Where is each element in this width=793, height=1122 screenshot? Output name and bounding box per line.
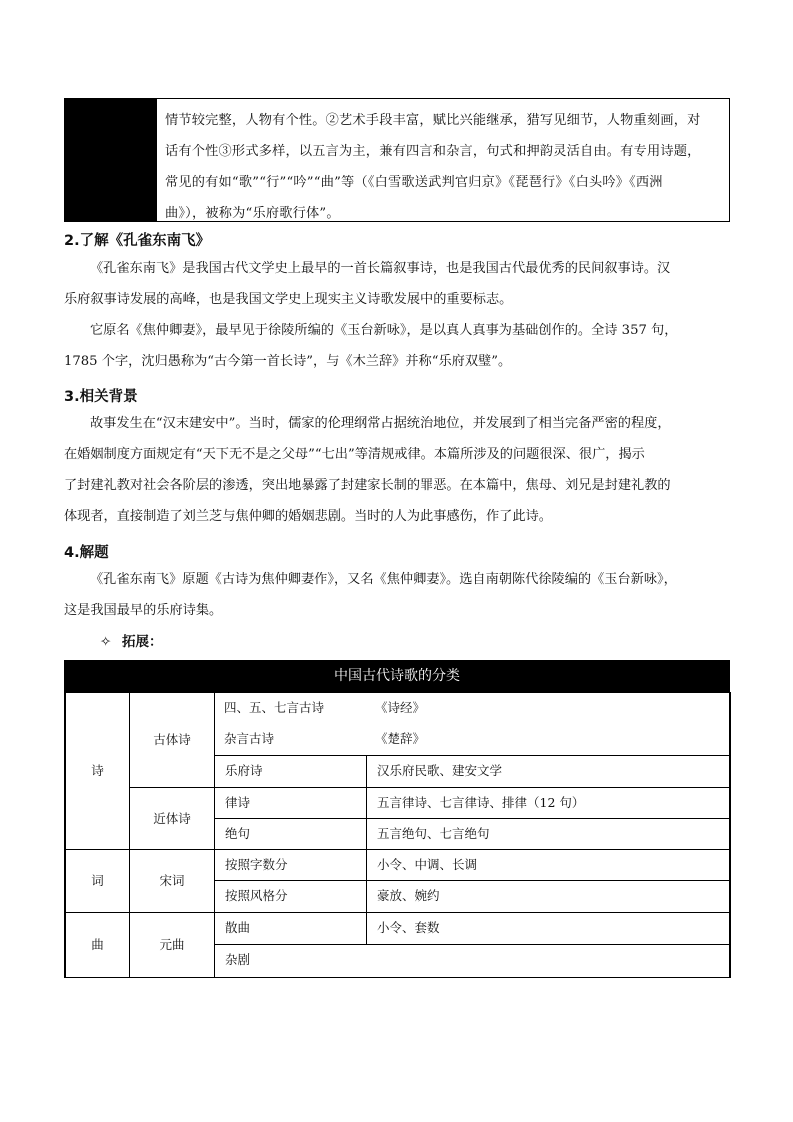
- paragraph-line: 了封建礼教对社会各阶层的渗透，突出地暴露了封建家长制的罪恶。在本篇中，焦母、刘兄是封建礼教的: [64, 478, 671, 493]
- type-jueju: 绝句: [214, 818, 367, 850]
- paragraph-line: 1785 个字，沈归愚称为“古今第一首长诗”，与《木兰辞》并称“乐府双璧”。: [64, 354, 512, 369]
- subcategory-yuanqu: 元曲: [129, 912, 215, 978]
- table-line: 情节较完整，人物有个性。②艺术手段丰富，赋比兴能继承，猎写见细节，人物重刻画，对: [165, 113, 701, 128]
- type-fengge: 按照风格分: [214, 880, 367, 913]
- category-shi: 诗: [65, 692, 130, 850]
- section-heading-3: 3.相关背景: [64, 389, 138, 405]
- type-lvshi: 律诗: [214, 787, 367, 819]
- paragraph-line: 体现者，直接制造了刘兰芝与焦仲卿的婚姻悲剧。当时的人为此事感伤，作了此诗。: [64, 509, 552, 524]
- extension-text: 拓展：: [122, 634, 163, 650]
- type-zaju: 杂剧: [214, 944, 731, 978]
- table-line: 常见的有如“歌”“行”“吟”“曲”等（《白雪歌送武判官归京》《琵琶行》《白头吟》《西洲: [165, 175, 663, 190]
- section-heading-4: 4.解题: [64, 545, 109, 561]
- example-fengge: 豪放、婉约: [366, 880, 731, 913]
- table-line: 曲》），被称为“乐府歌行体”。: [165, 206, 340, 221]
- example-chuci: 《楚辞》: [375, 731, 426, 746]
- example-yuefu: 汉乐府民歌、建安文学: [366, 755, 731, 788]
- paragraph-line: 乐府叙事诗发展的高峰，也是我国文学史上现实主义诗歌发展中的重要标志。: [64, 292, 513, 307]
- example-lvshi: 五言律诗、七言律诗、排律（12 句）: [366, 787, 731, 819]
- example-zishu: 小令、中调、长调: [366, 849, 731, 881]
- paragraph-line: 在婚姻制度方面规定有“天下无不是之父母”“七出”等清规戒律。本篇所涉及的问题很深、很广，揭示: [64, 447, 645, 462]
- paragraph-line: 《孔雀东南飞》原题《古诗为焦仲卿妻作》，又名《焦仲卿妻》。选自南朝陈代徐陵编的《玉台新咏》，: [90, 572, 677, 587]
- paragraph-line: 它原名《焦仲卿妻》，最早见于徐陵所编的《玉台新咏》，是以真人真事为基础创作的。全诗 357 句，: [90, 323, 678, 338]
- example-shijing: 《诗经》: [375, 700, 426, 715]
- table-content-cell: [165, 105, 725, 229]
- type-zishu: 按照字数分: [214, 849, 367, 881]
- section-heading-2: 2.了解《孔雀东南飞》: [64, 233, 211, 249]
- type-yuefu: 乐府诗: [214, 755, 367, 788]
- section-body-3: [64, 408, 730, 532]
- table-line: 话有个性③形式多样，以五言为主，兼有四言和杂言，句式和押韵灵活自由。有专用诗题，: [165, 144, 701, 159]
- subcategory-songci: 宋词: [129, 849, 215, 913]
- paragraph-line: 这是我国最早的乐府诗集。: [64, 603, 223, 618]
- example-sanqu: 小令、套数: [366, 912, 731, 945]
- table-title: 中国古代诗歌的分类: [65, 661, 729, 692]
- type-sixing: 四、五、七言古诗: [224, 700, 325, 715]
- diamond-icon: ✧: [100, 634, 112, 650]
- paragraph-line: 故事发生在“汉末建安中”。当时，儒家的伦理纲常占据统治地位，并发展到了相当完备严密的程度，: [90, 416, 671, 431]
- extension-label: [100, 630, 163, 650]
- section-body-2: [64, 253, 730, 377]
- type-sanqu: 散曲: [214, 912, 367, 945]
- continuation-table: [64, 98, 730, 222]
- subcategory-jintishi: 近体诗: [129, 787, 215, 850]
- table-label-cell: [65, 99, 157, 221]
- section-body-4: [64, 564, 730, 626]
- type-zayan: 杂言古诗: [224, 731, 275, 746]
- paragraph-line: 《孔雀东南飞》是我国古代文学史上最早的一首长篇叙事诗，也是我国古代最优秀的民间叙事诗。汉: [90, 261, 671, 276]
- category-qu: 曲: [65, 912, 130, 978]
- subcategory-gutishi: 古体诗: [129, 692, 215, 788]
- example-jueju: 五言绝句、七言绝句: [366, 818, 731, 850]
- poetry-classification-table: [64, 660, 730, 978]
- category-ci: 词: [65, 849, 130, 913]
